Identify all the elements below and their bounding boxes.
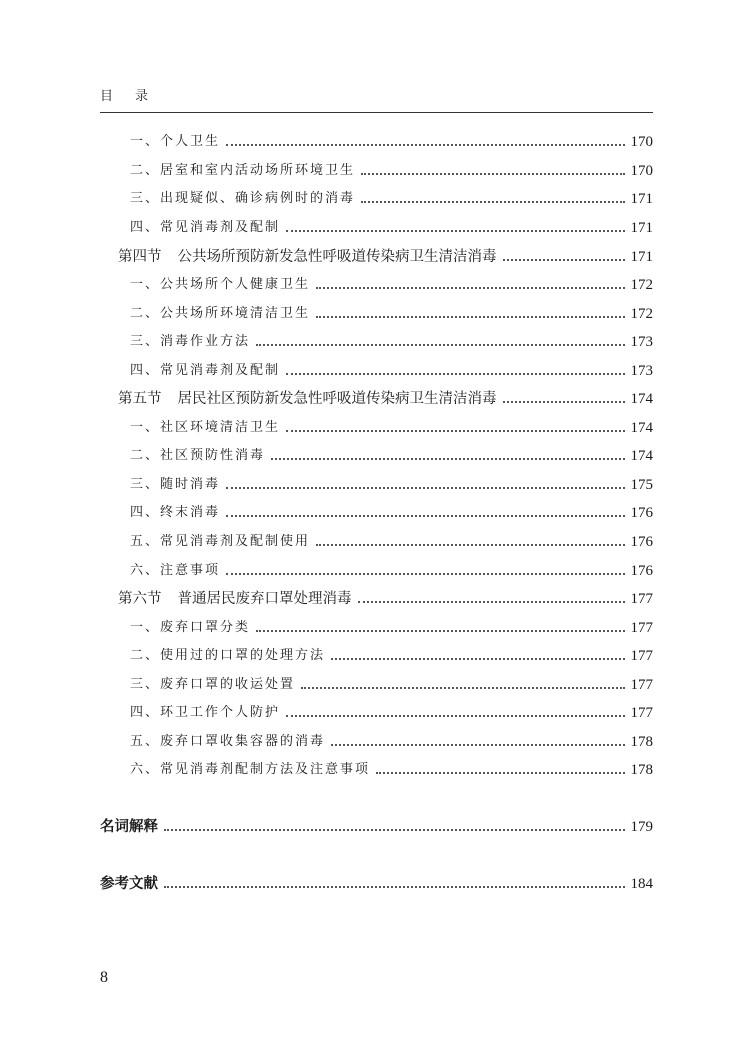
toc-entry-label: 二、使用过的口罩的处理方法 [130,648,326,663]
dot-leader [164,886,625,888]
toc-entry-label: 四、环卫工作个人防护 [130,705,281,720]
toc-page-number: 178 [630,734,653,750]
toc-sub-entry[interactable] [130,703,653,723]
toc-entry-label: 一、公共场所个人健康卫生 [130,277,311,292]
toc-section-number: 第六节 [118,591,162,607]
dot-leader [358,601,625,603]
dot-leader [286,230,624,232]
toc-sub-entry[interactable] [130,332,653,352]
toc-section-entry[interactable] [118,389,653,409]
dot-leader [226,487,624,489]
toc-section-entry[interactable] [118,247,653,267]
dot-leader [226,144,624,146]
toc-page-number: 178 [630,762,653,778]
toc-entry-label: 四、常见消毒剂及配制 [130,220,281,235]
toc-page-number: 172 [630,306,653,322]
toc-entry-label: 五、常见消毒剂及配制使用 [130,534,311,549]
toc-sub-entry[interactable] [130,646,653,666]
dot-leader [316,287,624,289]
toc-entry-label: 二、居室和室内活动场所环境卫生 [130,163,356,178]
toc-entry-label: 一、个人卫生 [130,134,221,149]
toc-sub-entry[interactable] [130,446,653,466]
toc-page-number: 171 [630,191,653,207]
toc-entry-label: 六、常见消毒剂配制方法及注意事项 [130,762,371,777]
dot-leader [316,544,624,546]
toc-section-entry[interactable] [118,589,653,609]
toc-sub-entry[interactable] [130,561,653,581]
toc-sub-entry[interactable] [130,418,653,438]
dot-leader [286,715,624,717]
dot-leader [164,829,625,831]
toc-entry-label: 二、公共场所环境清洁卫生 [130,306,311,321]
toc-sub-entry[interactable] [130,675,653,695]
toc-page-number: 177 [630,677,653,693]
toc-sub-entry[interactable] [130,760,653,780]
toc-sub-entry[interactable] [130,503,653,523]
toc-page-number: 170 [630,163,653,179]
toc-entry-label: 五、废弃口罩收集容器的消毒 [130,734,326,749]
toc-sub-entry[interactable] [130,732,653,752]
toc-sub-entry[interactable] [130,189,653,209]
toc-section-label [118,247,497,267]
dot-leader [331,744,624,746]
toc-page-number: 177 [630,620,653,636]
toc-sub-entry[interactable] [130,218,653,238]
toc-section-number: 第四节 [118,249,162,265]
toc-page-number: 173 [630,363,653,379]
toc-page-number: 176 [630,505,653,521]
toc-sub-entry[interactable] [130,361,653,381]
toc-entry-label: 四、终末消毒 [130,505,221,520]
toc-page-number: 171 [630,249,653,265]
toc-entry-label: 三、废弃口罩的收运处置 [130,677,296,692]
toc-page-number: 176 [630,563,653,579]
toc-page-number: 174 [630,391,653,407]
toc-page-number: 177 [630,648,653,664]
toc-section-label [118,589,352,609]
running-header [100,88,653,113]
toc-section-label [118,389,497,409]
toc-entry-label: 四、常见消毒剂及配制 [130,363,281,378]
dot-leader [503,259,625,261]
dot-leader [361,201,624,203]
toc-sub-entry[interactable] [130,532,653,552]
toc-entry-label: 一、废弃口罩分类 [130,620,251,635]
toc-section-title: 普通居民废弃口罩处理消毒 [177,591,352,607]
toc-entry-label: 名词解释 [100,819,158,835]
toc-sub-entry[interactable] [130,275,653,295]
dot-leader [286,373,624,375]
toc-entry-label: 三、出现疑似、确诊病例时的消毒 [130,191,356,206]
dot-leader [503,401,625,403]
toc-page-number: 177 [630,591,653,607]
toc-top-entry[interactable] [100,817,653,837]
toc-entry-label: 六、注意事项 [130,563,221,578]
toc-page-number: 173 [630,334,653,350]
dot-leader [226,515,624,517]
dot-leader [301,687,624,689]
dot-leader [286,430,624,432]
toc-page-number: 174 [630,448,653,464]
toc-page-number: 177 [630,705,653,721]
header-title: 目录 [100,89,171,104]
toc-page-number: 175 [630,477,653,493]
toc-section-title: 公共场所预防新发急性呼吸道传染病卫生清洁消毒 [177,249,497,265]
dot-leader [271,458,624,460]
dot-leader [376,772,624,774]
toc-section-number: 第五节 [118,391,162,407]
dot-leader [256,630,624,632]
page-number: 8 [100,969,108,986]
dot-leader [361,173,624,175]
toc-page-number: 170 [630,134,653,150]
toc-entry-label: 三、随时消毒 [130,477,221,492]
toc-page-number: 174 [630,420,653,436]
toc-page-number: 171 [630,220,653,236]
toc-sub-entry[interactable] [130,618,653,638]
toc-top-entry[interactable] [100,874,653,894]
toc-section-title: 居民社区预防新发急性呼吸道传染病卫生清洁消毒 [177,391,497,407]
dot-leader [226,573,624,575]
toc-page-number: 179 [630,819,653,835]
toc-page-number: 172 [630,277,653,293]
toc-page-number: 184 [630,876,653,892]
toc-sub-entry[interactable] [130,161,653,181]
toc-sub-entry[interactable] [130,475,653,495]
toc-page-number: 176 [630,534,653,550]
toc-sub-entry[interactable] [130,304,653,324]
dot-leader [256,344,624,346]
toc-entry-label: 二、社区预防性消毒 [130,448,266,463]
toc-entry-label: 一、社区环境清洁卫生 [130,420,281,435]
dot-leader [316,316,624,318]
dot-leader [331,658,624,660]
toc-sub-entry[interactable] [130,132,653,152]
toc-entry-label: 参考文献 [100,876,158,892]
toc-entry-label: 三、消毒作业方法 [130,334,251,349]
